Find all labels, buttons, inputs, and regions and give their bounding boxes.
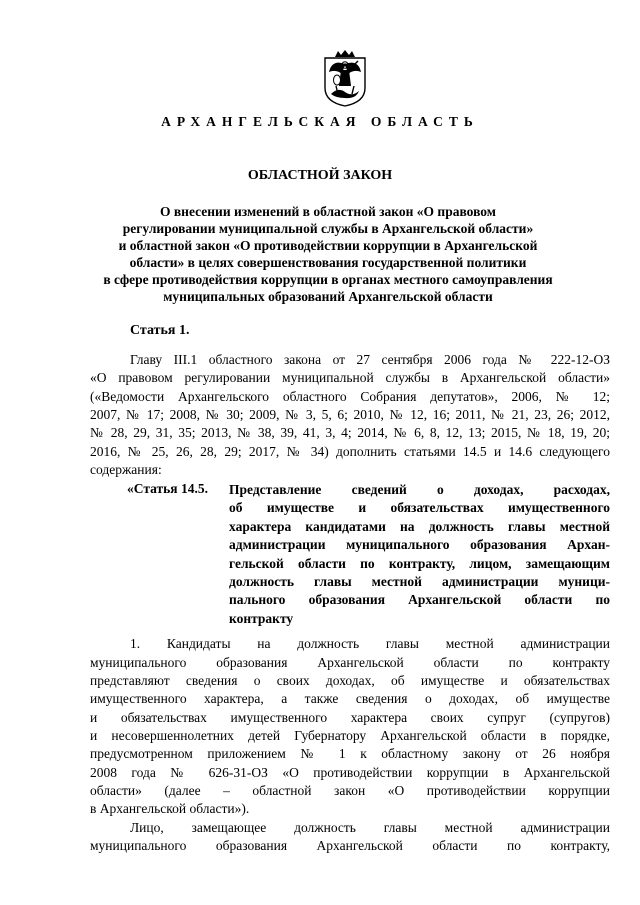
body-text-line: Главу III.1 областного закона от 27 сентября 2006 года № 222-12-ОЗ xyxy=(130,352,610,367)
body-text-line: области» (далее – областной закон «О противодействии коррупции xyxy=(90,783,610,798)
article-title-line: об имуществе и обязательствах имущественного xyxy=(229,500,610,516)
body-text-line: 2016, № 25, 26, 28, 29; 2017, № 34) дополнить статьями 14.5 и 14.6 следующего xyxy=(90,444,610,459)
law-title-line: О внесении изменений в областной закон «О правовом xyxy=(160,204,496,219)
body-text-line: содержания: xyxy=(90,462,162,477)
body-text-line: 1. Кандидаты на должность главы местной администрации xyxy=(130,636,610,651)
body-text-line: и обязательствах имущественного характера своих супруг (супругов) xyxy=(90,710,610,725)
body-text-line: представляют сведения о своих доходах, об имуществе и обязательствах xyxy=(90,673,610,688)
body-text-line: муниципального образования Архангельской области по контракту xyxy=(90,655,610,670)
law-title-line: области» в целях совершенствования государственной политики xyxy=(129,255,527,270)
article-title-line: администрации муниципального образования Архан- xyxy=(229,537,610,553)
law-title-line: муниципальных образований Архангельской области xyxy=(163,289,493,304)
article-title-line: контракту xyxy=(229,610,294,626)
article-14-5-title xyxy=(229,481,610,628)
article-title-line: пального образования Архангельской области по xyxy=(229,592,610,608)
body-text-line: и несовершеннолетних детей Губернатору Архангельской области в порядке, xyxy=(90,728,610,743)
law-title-line: и областной закон «О противодействии коррупции в Архангельской xyxy=(118,238,538,253)
body-text-line: 2007, № 17; 2008, № 30; 2009, № 3, 5, 6; 2010, № 12, 16; 2011, № 21, 23, 26; 2012, xyxy=(90,407,610,422)
body-text-line: Лицо, замещающее должность главы местной администрации xyxy=(130,820,610,835)
body-text-line: имущественного характера, а также сведения о доходах, об имуществе xyxy=(90,691,610,706)
body-text-line: в Архангельской области»). xyxy=(90,801,250,816)
body-text-line: 2008 года № 626-31-ОЗ «О противодействии коррупции в Архангельской xyxy=(90,765,610,780)
body-text-line: муниципального образования Архангельской области по контракту, xyxy=(90,838,610,853)
body-text-line: предусмотренном приложением № 1 к областному закону от 26 ноября xyxy=(90,746,610,761)
body-text-line: «О правовом регулировании муниципальной службы в Архангельской области» xyxy=(90,370,610,385)
law-title-line: регулировании муниципальной службы в Архангельской области» xyxy=(122,221,534,236)
article-heading: Статья 1. xyxy=(130,323,190,338)
arkhangelsk-coat-of-arms-icon xyxy=(322,50,368,107)
article-title-line: должность главы местной администрации муници- xyxy=(229,574,610,590)
body-text-line: («Ведомости Архангельского областного Собрания депутатов», 2006, № 12; xyxy=(90,389,610,404)
region-name: АРХАНГЕЛЬСКАЯ ОБЛАСТЬ xyxy=(161,114,479,129)
article-title-line: характера кандидатами на должность главы местной xyxy=(229,518,610,534)
law-title xyxy=(80,203,576,305)
law-type: ОБЛАСТНОЙ ЗАКОН xyxy=(247,168,393,183)
body-text-line: № 28, 29, 31, 35; 2013, № 38, 39, 41, 3, 4; 2014, № 6, 8, 12, 13; 2015, № 18, 19, 20; xyxy=(90,425,610,440)
law-title-line: в сфере противодействия коррупции в органах местного самоуправления xyxy=(103,272,553,287)
article-14-5-label: «Статья 14.5. xyxy=(127,481,208,496)
article-title-line: Представление сведений о доходах, расходах, xyxy=(229,482,610,497)
article-title-line: гельской области по контракту, лицом, замещающим xyxy=(229,555,610,571)
